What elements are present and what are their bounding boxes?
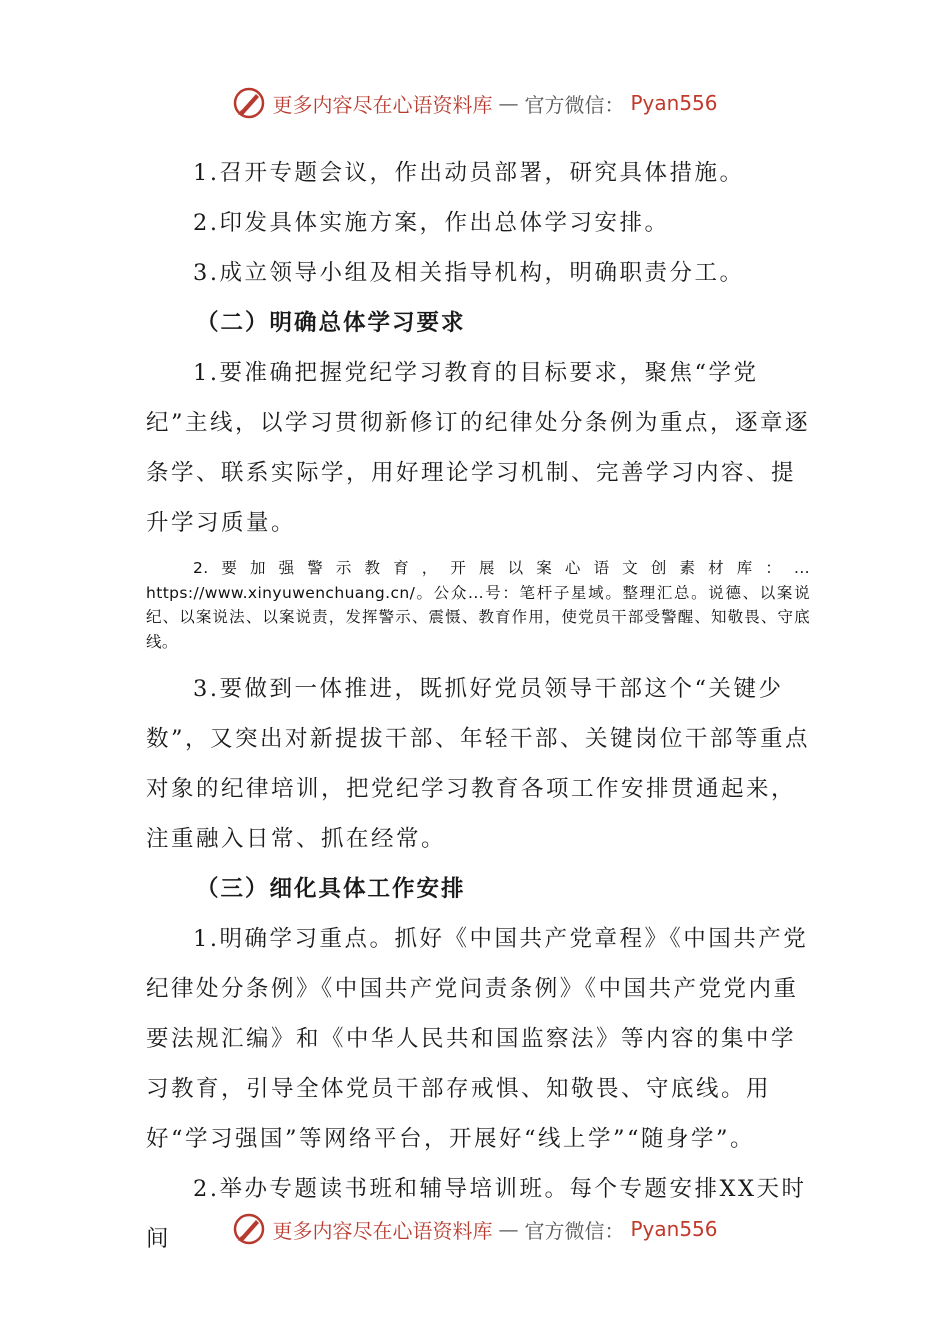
- banner-wechat-id: Pyan556: [630, 91, 718, 115]
- paragraph-3: 3.成立领导小组及相关指导机构，明确职责分工。: [193, 260, 745, 286]
- pen-logo-icon: [232, 1212, 266, 1246]
- paragraph-5-text: 2.要加强警示教育，开展以案心语文创素材库：... https://www.xinyuwenchuang.cn/。公众...号：笔杆子星域。整理汇总。说德、以案说纪、以案说法、以案说责，发挥警示、震慑、教育作用，使党员干部受警醒、知敬畏、守底线。: [146, 559, 810, 651]
- banner-site-text: 更多内容尽在心语资料库: [272, 1218, 493, 1243]
- banner-wechat-id: Pyan556: [630, 1217, 718, 1241]
- section-heading-2: （二）明确总体学习要求: [196, 310, 466, 336]
- banner-dash: —: [498, 1217, 519, 1241]
- paragraph-4: 1.要准确把握党纪学习教育的目标要求，聚焦“学党纪”主线，以学习贯彻新修订的纪律处分条例为重点，逐章逐条学、联系实际学，用好理论学习机制、完善学习内容、提升学习质量。: [146, 360, 811, 536]
- paragraph-6: 3.要做到一体推进，既抓好党员领导干部这个“关键少数”，又突出对新提拔干部、年轻干部、关键岗位干部等重点对象的纪律培训，把党纪学习教育各项工作安排贯通起来，注重融入日常、抓在经常。: [146, 676, 811, 852]
- footer-watermark-banner: [0, 1212, 950, 1246]
- header-watermark-banner: [0, 86, 950, 120]
- banner-site-text: 更多内容尽在心语资料库: [272, 92, 493, 117]
- banner-dash: —: [498, 91, 519, 115]
- paragraph-5-small: [146, 556, 810, 654]
- banner-official-text: 官方微信：: [524, 1218, 625, 1243]
- document-body: [146, 148, 810, 1264]
- pen-logo-icon: [232, 86, 266, 120]
- paragraph-7: 1.明确学习重点。抓好《中国共产党章程》《中国共产党纪律处分条例》《中国共产党问责条例》《中国共产党党内重要法规汇编》和《中华人民共和国监察法》等内容的集中学习教育，引导全体党员干部存戒惧、知敬畏、守底线。用好“学习强国”等网络平台，开展好“线上学”“随身学”。: [146, 926, 809, 1152]
- paragraph-8: 2.举办专题读书班和辅导培训班。每个专题安排XX天时间: [146, 1176, 807, 1252]
- paragraph-2: 2.印发具体实施方案，作出总体学习安排。: [193, 210, 670, 236]
- paragraph-1: 1.召开专题会议，作出动员部署，研究具体措施。: [193, 160, 745, 186]
- section-heading-3: （三）细化具体工作安排: [196, 876, 466, 902]
- banner-official-text: 官方微信：: [524, 92, 625, 117]
